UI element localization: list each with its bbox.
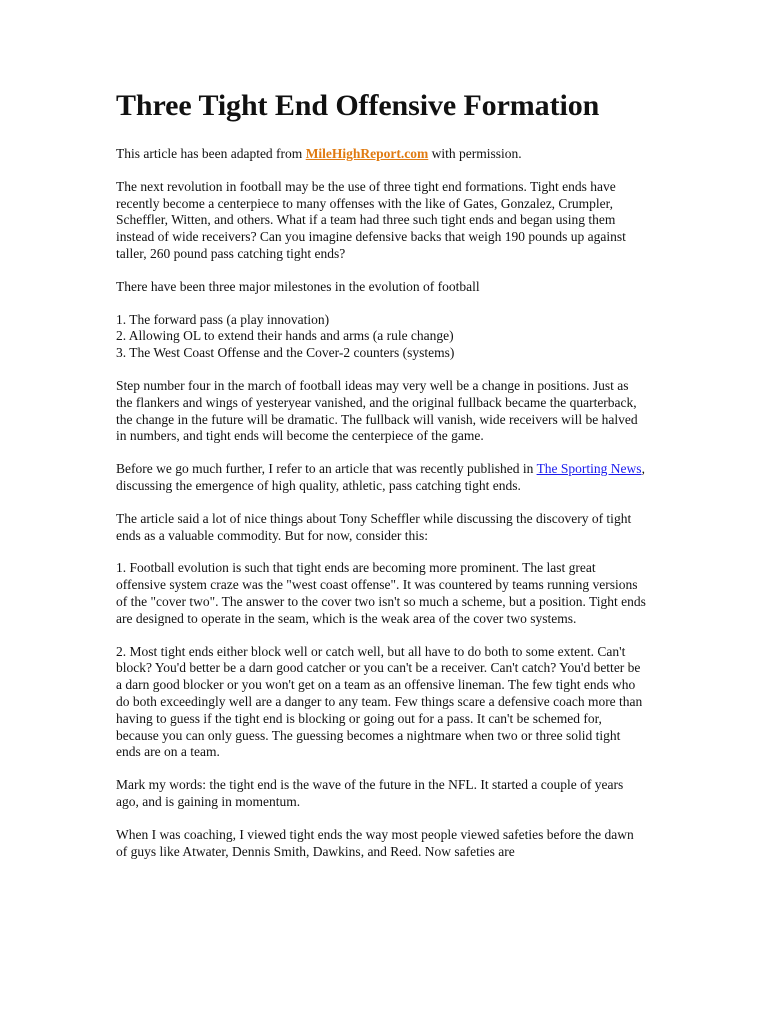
paragraph-revolution: The next revolution in football may be the use of three tight end formations. Tight ends have recently become a centerpiece to many offenses with the like of Gates, Gonzalez, Crumpler, Scheffler, Witten, and others. What if a team had three such tight ends and began using them instead of wide receivers? Can you imagine defensive backs that weigh 190 pounds up against taller, 260 pound pass catching tight ends?	[116, 178, 626, 261]
paragraph-step-four: Step number four in the march of football ideas may very well be a change in positions. Just as the flankers and wings of yesteryear vanished, and the original fullback became the quarterback, the change in the future will be dramatic. The fullback will vanish, wide receivers will be halved in numbers, and tight ends will become the centerpiece of the game.	[116, 377, 638, 444]
paragraph-scheffler: The article said a lot of nice things about Tony Scheffler while discussing the discovery of tight ends as a valuable commodity. But for now, consider this:	[116, 510, 632, 543]
sporting-news-text-before: Before we go much further, I refer to an article that was recently published in	[116, 461, 537, 477]
milestones-list	[116, 312, 646, 362]
paragraph-sporting-news	[116, 461, 646, 495]
document-page	[116, 88, 646, 876]
list-item: 1. The forward pass (a play innovation)	[116, 311, 330, 327]
intro-text-after: with permission.	[428, 146, 522, 161]
intro-text-before: This article has been adapted from	[116, 146, 306, 161]
article-title: Three Tight End Offensive Formation	[116, 89, 600, 122]
paragraph-coaching: When I was coaching, I viewed tight ends the way most people viewed safeties before the dawn of guys like Atwater, Dennis Smith, Dawkins, and Reed. Now safeties are	[116, 826, 634, 859]
paragraph-point-two: 2. Most tight ends either block well or catch well, but all have to do both to some extent. Can't block? You'd better be a darn good catcher or you can't be a receiver. Can't catch? You'd better be a darn good blocker or you won't get on a team as an offensive lineman. The few tight ends who do both exceedingly well are a danger to any team. Few things scare a defensive coach more than having to guess if the tight end is blocking or going out for a pass. It can't be schemed for, because you can only guess. The guessing becomes a nightmare when two or three solid tight ends are on a team.	[116, 643, 643, 760]
sporting-news-text-after: , discussing the emergence of high quality, athletic, pass catching tight ends.	[116, 461, 645, 493]
milehighreport-link[interactable]: MileHighReport.com	[305, 146, 429, 161]
list-item: 3. The West Coast Offense and the Cover-2 counters (systems)	[116, 345, 455, 361]
intro-paragraph	[116, 146, 646, 163]
paragraph-mark-my-words: Mark my words: the tight end is the wave of the future in the NFL. It started a couple of years ago, and is gaining in momentum.	[116, 777, 624, 809]
paragraph-milestones-intro: There have been three major milestones in the evolution of football	[116, 278, 480, 294]
paragraph-point-one: 1. Football evolution is such that tight ends are becoming more prominent. The last great offensive system craze was the "west coast offense". It was countered by teams running versions of the "cover two". The answer to the cover two isn't so much a scheme, but a position. Tight ends are designed to operate in the seam, which is the weak area of the cover two systems.	[116, 560, 646, 626]
list-item: 2. Allowing OL to extend their hands and arms (a rule change)	[116, 328, 454, 344]
sporting-news-link[interactable]: The Sporting News	[536, 461, 642, 477]
